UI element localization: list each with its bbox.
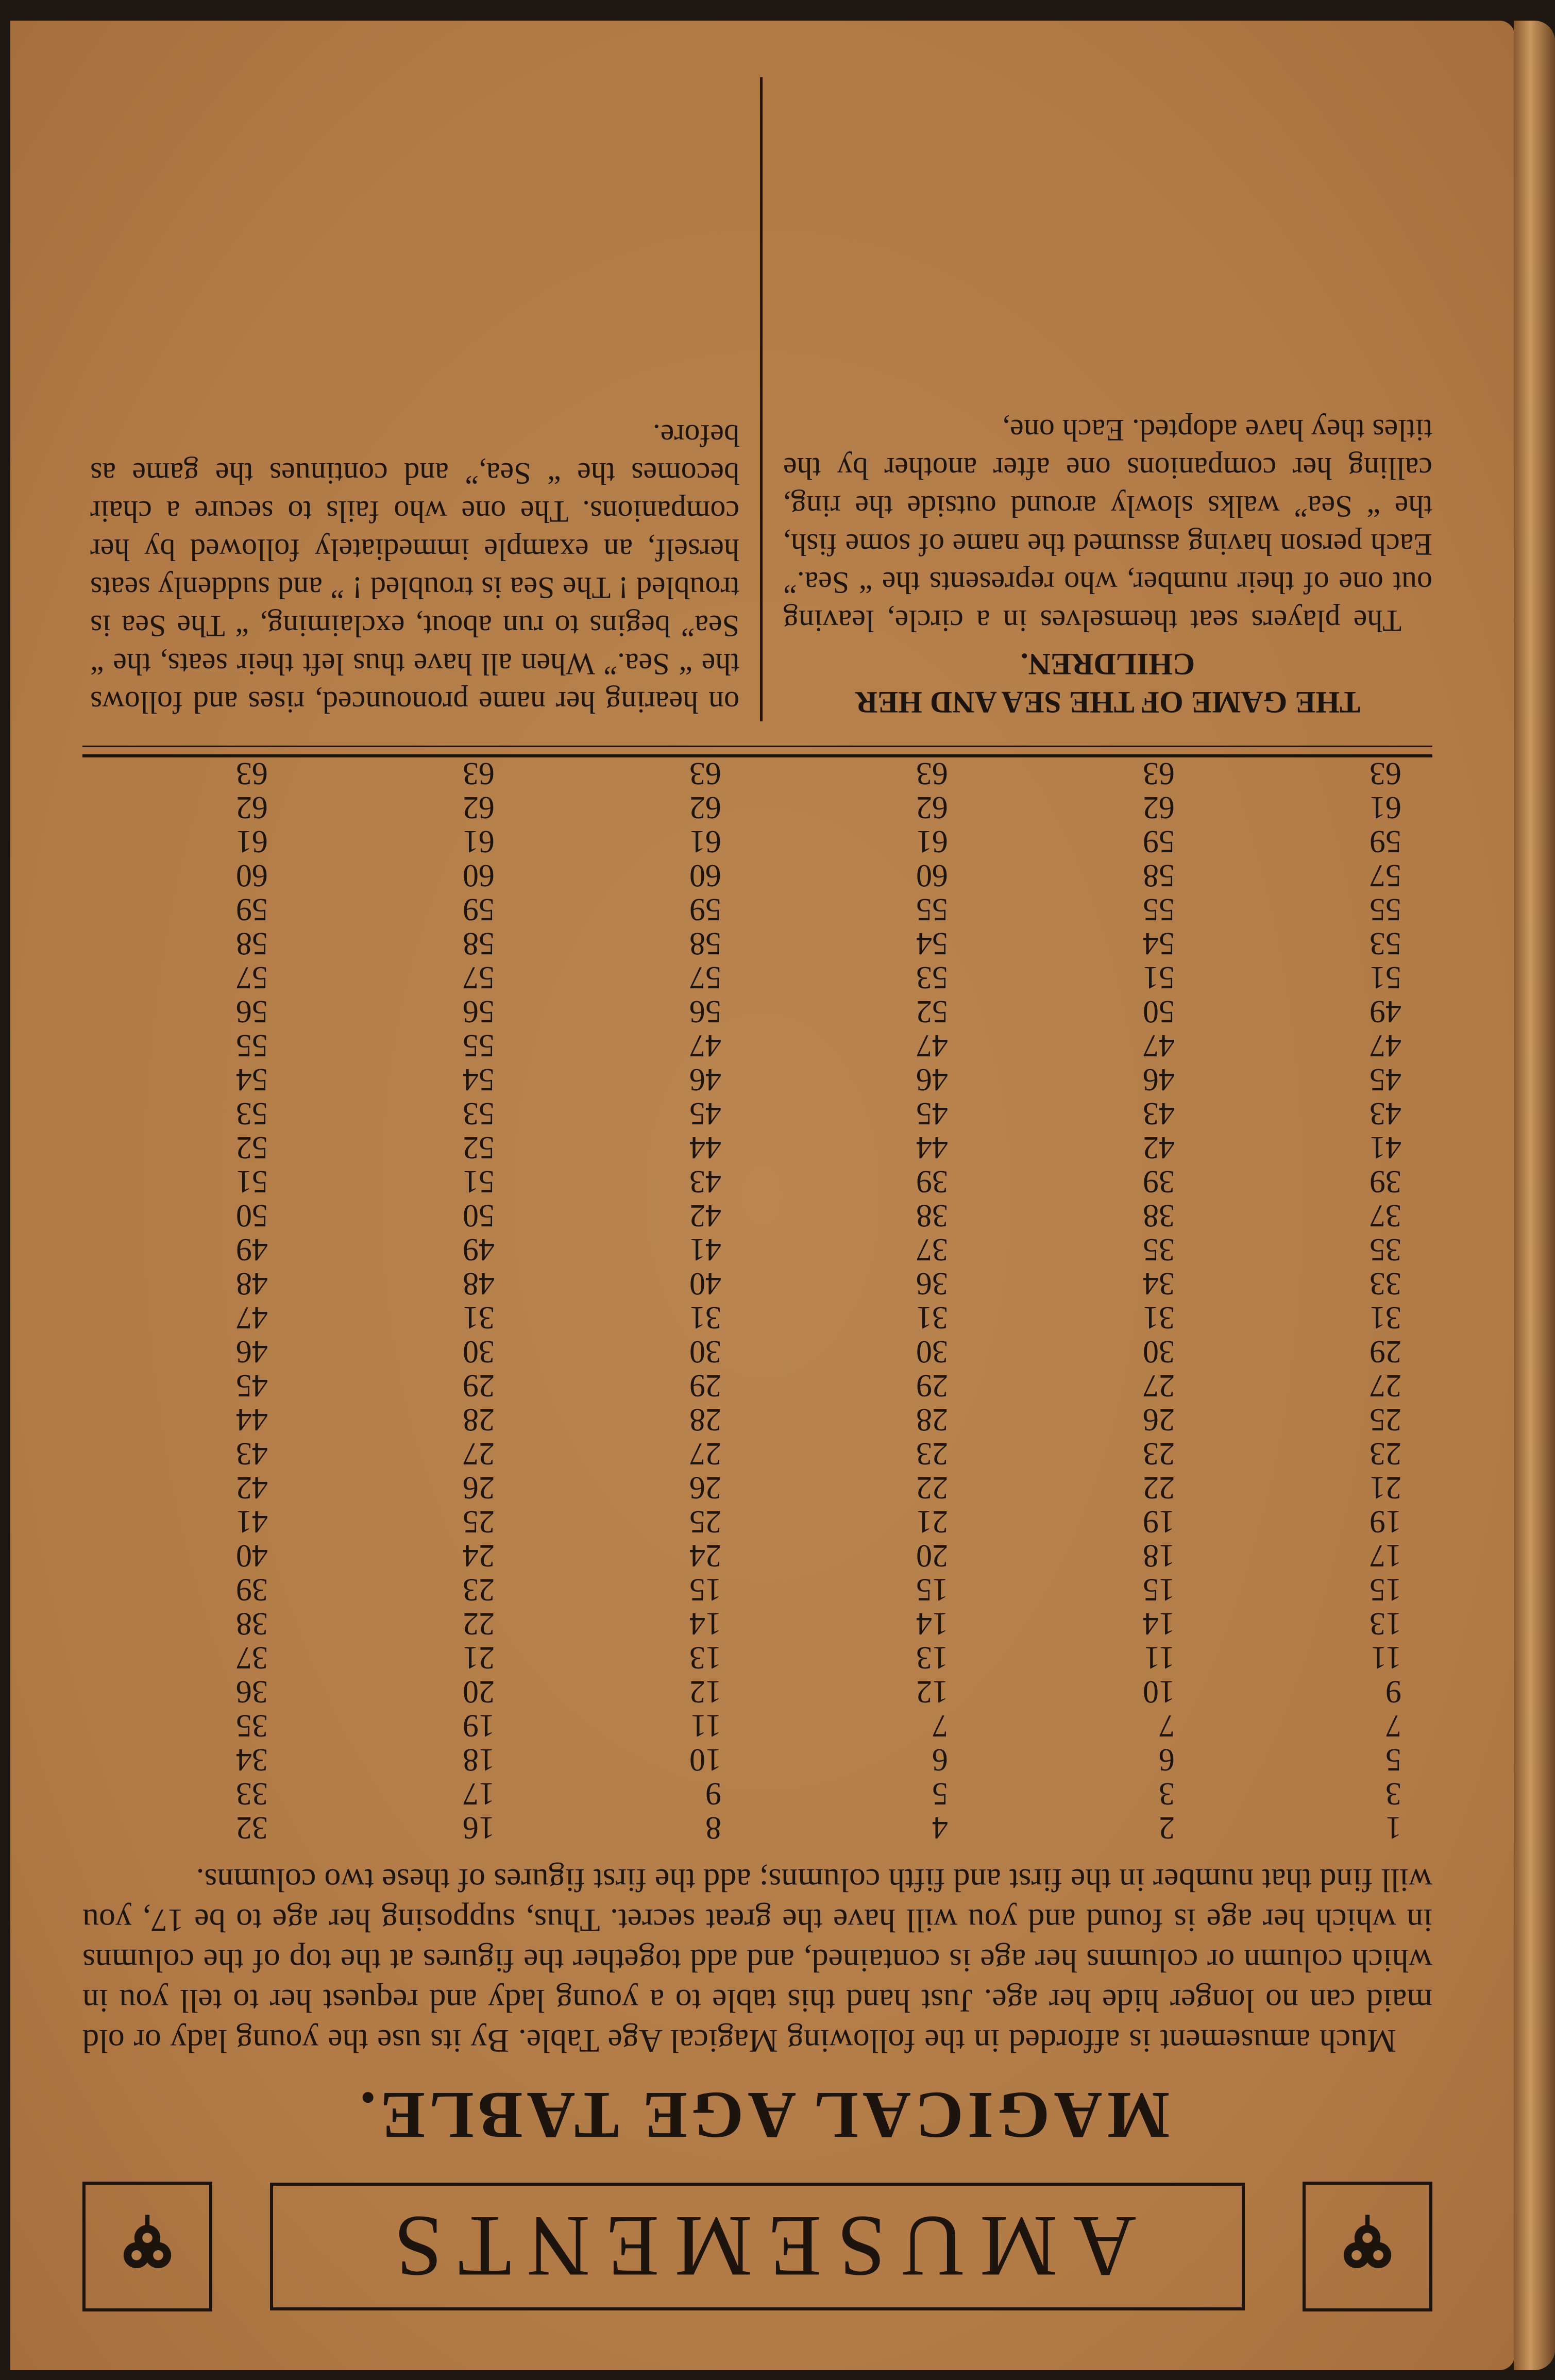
table-column xyxy=(1020,756,1175,1845)
table-cell: 9 xyxy=(705,1776,721,1811)
table-cell: 61 xyxy=(1370,790,1401,825)
table-cell: 34 xyxy=(1143,1266,1175,1301)
shamrock-icon xyxy=(82,2182,212,2311)
table-cell: 58 xyxy=(1143,858,1175,893)
table-cell: 49 xyxy=(236,1232,268,1267)
table-cell: 38 xyxy=(916,1198,948,1233)
table-cell: 14 xyxy=(1143,1606,1175,1641)
table-cell: 12 xyxy=(916,1674,948,1709)
table-cell: 60 xyxy=(236,858,268,893)
table-cell: 45 xyxy=(236,1368,268,1403)
table-cell: 25 xyxy=(463,1504,495,1539)
table-cell: 59 xyxy=(689,892,721,927)
table-cell: 27 xyxy=(1370,1368,1401,1403)
table-cell: 40 xyxy=(689,1266,721,1301)
table-cell: 30 xyxy=(1143,1334,1175,1369)
table-cell: 15 xyxy=(689,1572,721,1607)
game-paragraph: on hearing her name pronounced, rises and follows the “ Sea.” When all have thus left their seats, the “ Sea” begins to run about, exclaiming, “ The Sea is troubled ! The Sea is troubled ! ” and suddenly seats herself, an example immediately followed by her companions. The one who fails to secure a chair becomes the “ Sea,” and continues the game as before. xyxy=(90,418,739,719)
table-cell: 55 xyxy=(463,1028,495,1063)
table-cell: 7 xyxy=(1159,1708,1175,1743)
table-cell: 63 xyxy=(1370,756,1401,791)
table-cell: 42 xyxy=(1143,1130,1175,1165)
table-cell: 26 xyxy=(1143,1402,1175,1437)
table-cell: 39 xyxy=(236,1572,268,1607)
table-cell: 54 xyxy=(916,926,948,961)
table-cell: 35 xyxy=(1143,1232,1175,1267)
table-cell: 62 xyxy=(463,790,495,825)
table-cell: 57 xyxy=(689,960,721,995)
table-cell: 56 xyxy=(689,994,721,1029)
table-cell: 62 xyxy=(689,790,721,825)
table-cell: 5 xyxy=(1385,1742,1401,1777)
table-cell: 21 xyxy=(1370,1470,1401,1505)
page-edge xyxy=(1514,21,1555,2370)
table-cell: 24 xyxy=(463,1538,495,1573)
table-column xyxy=(340,756,495,1845)
table-cell: 23 xyxy=(916,1436,948,1471)
table-cell: 42 xyxy=(689,1198,721,1233)
table-cell: 37 xyxy=(1370,1198,1401,1233)
table-cell: 51 xyxy=(1143,960,1175,995)
table-cell: 5 xyxy=(932,1776,948,1811)
table-cell: 7 xyxy=(1385,1708,1401,1743)
table-cell: 47 xyxy=(916,1028,948,1063)
text-column xyxy=(90,77,760,721)
table-cell: 54 xyxy=(236,1062,268,1097)
table-cell: 36 xyxy=(236,1674,268,1709)
table-cell: 63 xyxy=(689,756,721,791)
sea-game-section xyxy=(82,77,1432,721)
table-cell: 17 xyxy=(1370,1538,1401,1573)
table-cell: 38 xyxy=(236,1606,268,1641)
table-cell: 2 xyxy=(1159,1810,1175,1845)
table-cell: 14 xyxy=(689,1606,721,1641)
table-cell: 62 xyxy=(236,790,268,825)
section-title: MAGICAL AGE TABLE. xyxy=(355,2078,1170,2152)
table-cell: 43 xyxy=(1370,1096,1401,1131)
table-cell: 60 xyxy=(463,858,495,893)
table-cell: 63 xyxy=(463,756,495,791)
table-cell: 25 xyxy=(1370,1402,1401,1437)
table-cell: 27 xyxy=(463,1436,495,1471)
table-cell: 45 xyxy=(689,1096,721,1131)
table-cell: 11 xyxy=(1371,1640,1401,1675)
table-cell: 14 xyxy=(916,1606,948,1641)
table-cell: 61 xyxy=(236,824,268,859)
table-cell: 31 xyxy=(916,1300,948,1335)
table-cell: 6 xyxy=(932,1742,948,1777)
table-cell: 35 xyxy=(1370,1232,1401,1267)
table-cell: 33 xyxy=(1370,1266,1401,1301)
table-cell: 47 xyxy=(236,1300,268,1335)
table-cell: 56 xyxy=(463,994,495,1029)
table-cell: 39 xyxy=(916,1164,948,1199)
table-cell: 29 xyxy=(463,1368,495,1403)
table-cell: 47 xyxy=(689,1028,721,1063)
table-cell: 59 xyxy=(463,892,495,927)
table-cell: 22 xyxy=(916,1470,948,1505)
table-cell: 44 xyxy=(916,1130,948,1165)
game-paragraph: The players seat themselves in a circle, leaving out one of their number, who represents the “ Sea.” Each person having assumed the name of some fish, the “ Sea” walks slowly around outside the ring, calling her companions one after another by the titles they have adopted. Each one, xyxy=(783,413,1432,638)
table-cell: 30 xyxy=(916,1334,948,1369)
table-cell: 29 xyxy=(916,1368,948,1403)
age-table xyxy=(113,756,1401,1845)
printed-content xyxy=(10,21,1515,2370)
table-cell: 57 xyxy=(1370,858,1401,893)
table-cell: 59 xyxy=(236,892,268,927)
table-cell: 44 xyxy=(689,1130,721,1165)
table-cell: 47 xyxy=(1370,1028,1401,1063)
table-cell: 58 xyxy=(689,926,721,961)
table-cell: 52 xyxy=(236,1130,268,1165)
table-cell: 62 xyxy=(916,790,948,825)
table-cell: 63 xyxy=(916,756,948,791)
table-cell: 59 xyxy=(1143,824,1175,859)
table-cell: 60 xyxy=(916,858,948,893)
table-cell: 34 xyxy=(236,1742,268,1777)
table-cell: 41 xyxy=(1370,1130,1401,1165)
table-cell: 41 xyxy=(689,1232,721,1267)
table-cell: 58 xyxy=(236,926,268,961)
table-cell: 3 xyxy=(1159,1776,1175,1811)
table-cell: 48 xyxy=(236,1266,268,1301)
table-cell: 11 xyxy=(1144,1640,1175,1675)
table-cell: 22 xyxy=(1143,1470,1175,1505)
table-cell: 46 xyxy=(236,1334,268,1369)
table-cell: 61 xyxy=(689,824,721,859)
table-cell: 51 xyxy=(1370,960,1401,995)
table-cell: 45 xyxy=(1370,1062,1401,1097)
table-cell: 26 xyxy=(463,1470,495,1505)
table-cell: 15 xyxy=(1370,1572,1401,1607)
table-column xyxy=(567,756,721,1845)
table-cell: 41 xyxy=(236,1504,268,1539)
table-cell: 31 xyxy=(463,1300,495,1335)
table-cell: 23 xyxy=(1370,1436,1401,1471)
table-cell: 21 xyxy=(463,1640,495,1675)
table-cell: 1 xyxy=(1385,1810,1401,1845)
table-cell: 10 xyxy=(689,1742,721,1777)
table-cell: 51 xyxy=(463,1164,495,1199)
table-cell: 63 xyxy=(236,756,268,791)
table-cell: 8 xyxy=(705,1810,721,1845)
table-cell: 40 xyxy=(236,1538,268,1573)
table-cell: 49 xyxy=(1370,994,1401,1029)
table-cell: 15 xyxy=(1143,1572,1175,1607)
table-cell: 18 xyxy=(463,1742,495,1777)
table-cell: 13 xyxy=(689,1640,721,1675)
table-cell: 43 xyxy=(1143,1096,1175,1131)
table-cell: 35 xyxy=(236,1708,268,1743)
table-cell: 47 xyxy=(1143,1028,1175,1063)
table-cell: 7 xyxy=(932,1708,948,1743)
table-cell: 54 xyxy=(463,1062,495,1097)
table-cell: 17 xyxy=(463,1776,495,1811)
table-cell: 9 xyxy=(1385,1674,1401,1709)
table-cell: 45 xyxy=(916,1096,948,1131)
table-cell: 61 xyxy=(463,824,495,859)
table-cell: 55 xyxy=(916,892,948,927)
table-cell: 61 xyxy=(916,824,948,859)
table-cell: 46 xyxy=(916,1062,948,1097)
table-cell: 43 xyxy=(689,1164,721,1199)
table-cell: 27 xyxy=(1143,1368,1175,1403)
table-cell: 6 xyxy=(1159,1742,1175,1777)
table-cell: 19 xyxy=(1370,1504,1401,1539)
table-column xyxy=(1247,756,1401,1845)
table-cell: 32 xyxy=(236,1810,268,1845)
table-cell: 37 xyxy=(916,1232,948,1267)
text-column xyxy=(760,77,1432,721)
table-cell: 12 xyxy=(689,1674,721,1709)
table-cell: 29 xyxy=(689,1368,721,1403)
table-cell: 31 xyxy=(1143,1300,1175,1335)
table-cell: 26 xyxy=(689,1470,721,1505)
table-cell: 28 xyxy=(916,1402,948,1437)
table-cell: 43 xyxy=(236,1436,268,1471)
table-cell: 11 xyxy=(690,1708,721,1743)
table-cell: 36 xyxy=(916,1266,948,1301)
table-cell: 54 xyxy=(1143,926,1175,961)
table-cell: 18 xyxy=(1143,1538,1175,1573)
table-cell: 25 xyxy=(689,1504,721,1539)
table-cell: 60 xyxy=(689,858,721,893)
table-cell: 52 xyxy=(463,1130,495,1165)
divider xyxy=(82,746,1432,747)
table-cell: 42 xyxy=(236,1470,268,1505)
table-cell: 50 xyxy=(236,1198,268,1233)
table-cell: 59 xyxy=(1370,824,1401,859)
table-cell: 51 xyxy=(236,1164,268,1199)
table-cell: 38 xyxy=(1143,1198,1175,1233)
table-cell: 31 xyxy=(689,1300,721,1335)
table-cell: 49 xyxy=(463,1232,495,1267)
table-cell: 39 xyxy=(1143,1164,1175,1199)
table-cell: 20 xyxy=(916,1538,948,1573)
table-cell: 10 xyxy=(1143,1674,1175,1709)
table-cell: 53 xyxy=(916,960,948,995)
table-cell: 24 xyxy=(689,1538,721,1573)
table-column xyxy=(113,756,268,1845)
table-cell: 55 xyxy=(236,1028,268,1063)
table-cell: 13 xyxy=(1370,1606,1401,1641)
table-cell: 57 xyxy=(236,960,268,995)
table-cell: 28 xyxy=(689,1402,721,1437)
table-cell: 3 xyxy=(1385,1776,1401,1811)
table-cell: 39 xyxy=(1370,1164,1401,1199)
shamrock-icon xyxy=(1303,2182,1432,2311)
table-cell: 46 xyxy=(689,1062,721,1097)
table-cell: 19 xyxy=(463,1708,495,1743)
table-cell: 29 xyxy=(1370,1334,1401,1369)
table-cell: 31 xyxy=(1370,1300,1401,1335)
table-cell: 27 xyxy=(689,1436,721,1471)
table-column xyxy=(793,756,948,1845)
table-cell: 19 xyxy=(1143,1504,1175,1539)
table-cell: 28 xyxy=(463,1402,495,1437)
table-cell: 62 xyxy=(1143,790,1175,825)
divider xyxy=(82,754,1432,757)
table-cell: 16 xyxy=(463,1810,495,1845)
table-cell: 53 xyxy=(463,1096,495,1131)
table-cell: 55 xyxy=(1143,892,1175,927)
header xyxy=(82,2185,1432,2308)
table-cell: 52 xyxy=(916,994,948,1029)
table-cell: 48 xyxy=(463,1266,495,1301)
table-cell: 20 xyxy=(463,1674,495,1709)
table-cell: 23 xyxy=(463,1572,495,1607)
table-cell: 15 xyxy=(916,1572,948,1607)
table-cell: 30 xyxy=(689,1334,721,1369)
table-cell: 55 xyxy=(1370,892,1401,927)
table-cell: 46 xyxy=(1143,1062,1175,1097)
table-cell: 63 xyxy=(1143,756,1175,791)
table-cell: 4 xyxy=(932,1810,948,1845)
table-cell: 57 xyxy=(463,960,495,995)
table-cell: 58 xyxy=(463,926,495,961)
table-cell: 13 xyxy=(916,1640,948,1675)
table-cell: 50 xyxy=(1143,994,1175,1029)
table-cell: 53 xyxy=(236,1096,268,1131)
table-cell: 22 xyxy=(463,1606,495,1641)
page-title: AMUSEMENTS xyxy=(270,2183,1245,2310)
table-cell: 21 xyxy=(916,1504,948,1539)
game-title: THE GAME OF THE SEA AND HER CHILDREN. xyxy=(855,647,1361,719)
table-cell: 56 xyxy=(236,994,268,1029)
table-cell: 50 xyxy=(463,1198,495,1233)
table-cell: 37 xyxy=(236,1640,268,1675)
table-cell: 53 xyxy=(1370,926,1401,961)
table-cell: 30 xyxy=(463,1334,495,1369)
table-cell: 44 xyxy=(236,1402,268,1437)
intro-paragraph: Much amusement is afforded in the following Magical Age Table. By its use the young lady or old maid can no longer hide her age. Just hand this table to a young lady and request her to tell you in which column or columns her age is contained, and add together the figures at the top of the columns in which her age is found and you will have the great secret. Thus, supposing her age to be 17, you will find that number in the first and fifth columns; add the first figures of these two columns. xyxy=(82,1862,1432,2060)
table-cell: 33 xyxy=(236,1776,268,1811)
table-cell: 23 xyxy=(1143,1436,1175,1471)
